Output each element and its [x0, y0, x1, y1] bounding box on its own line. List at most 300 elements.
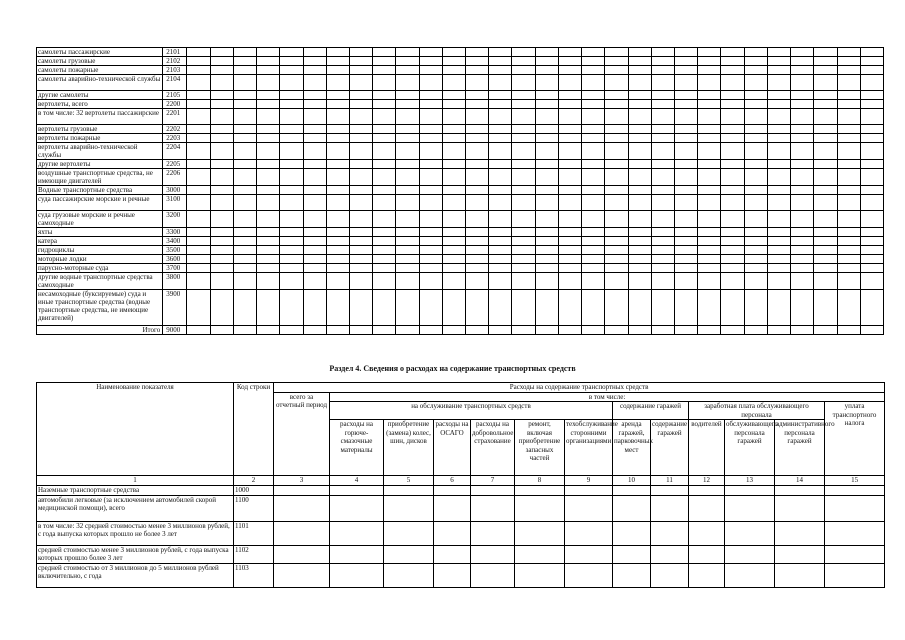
data-cell[interactable] [233, 237, 256, 246]
data-cell[interactable] [326, 255, 349, 264]
data-cell[interactable] [721, 160, 744, 169]
data-cell[interactable] [565, 486, 613, 496]
data-cell[interactable] [814, 186, 837, 195]
data-cell[interactable] [373, 125, 396, 134]
data-cell[interactable] [860, 228, 883, 237]
data-cell[interactable] [512, 160, 535, 169]
data-cell[interactable] [791, 186, 814, 195]
data-cell[interactable] [651, 91, 674, 100]
data-cell[interactable] [489, 109, 512, 125]
data-cell[interactable] [791, 326, 814, 335]
data-cell[interactable] [698, 228, 721, 237]
data-cell[interactable] [466, 237, 489, 246]
data-cell[interactable] [233, 228, 256, 237]
data-cell[interactable] [535, 211, 558, 228]
data-cell[interactable] [767, 48, 790, 57]
data-cell[interactable] [373, 255, 396, 264]
data-cell[interactable] [744, 255, 767, 264]
data-cell[interactable] [605, 134, 628, 143]
data-cell[interactable] [725, 521, 775, 545]
data-cell[interactable] [384, 495, 434, 521]
data-cell[interactable] [187, 255, 210, 264]
data-cell[interactable] [257, 143, 280, 160]
data-cell[interactable] [791, 143, 814, 160]
data-cell[interactable] [349, 143, 372, 160]
data-cell[interactable] [489, 290, 512, 326]
data-cell[interactable] [303, 143, 326, 160]
data-cell[interactable] [210, 264, 233, 273]
data-cell[interactable] [628, 211, 651, 228]
data-cell[interactable] [791, 169, 814, 186]
data-cell[interactable] [442, 143, 465, 160]
data-cell[interactable] [605, 326, 628, 335]
data-cell[interactable] [434, 563, 471, 587]
data-cell[interactable] [767, 237, 790, 246]
data-cell[interactable] [303, 211, 326, 228]
data-cell[interactable] [471, 545, 515, 563]
data-cell[interactable] [210, 228, 233, 237]
data-cell[interactable] [651, 160, 674, 169]
data-cell[interactable] [651, 169, 674, 186]
data-cell[interactable] [210, 290, 233, 326]
data-cell[interactable] [791, 134, 814, 143]
data-cell[interactable] [326, 246, 349, 255]
data-cell[interactable] [442, 91, 465, 100]
data-cell[interactable] [419, 66, 442, 75]
data-cell[interactable] [767, 91, 790, 100]
data-cell[interactable] [767, 246, 790, 255]
data-cell[interactable] [860, 326, 883, 335]
data-cell[interactable] [419, 186, 442, 195]
data-cell[interactable] [558, 237, 581, 246]
data-cell[interactable] [744, 186, 767, 195]
data-cell[interactable] [512, 246, 535, 255]
data-cell[interactable] [558, 264, 581, 273]
data-cell[interactable] [791, 237, 814, 246]
data-cell[interactable] [419, 143, 442, 160]
data-cell[interactable] [860, 48, 883, 57]
data-cell[interactable] [512, 186, 535, 195]
data-cell[interactable] [689, 563, 725, 587]
data-cell[interactable] [767, 134, 790, 143]
data-cell[interactable] [419, 169, 442, 186]
data-cell[interactable] [396, 134, 419, 143]
data-cell[interactable] [330, 486, 384, 496]
data-cell[interactable] [535, 100, 558, 109]
data-cell[interactable] [303, 91, 326, 100]
data-cell[interactable] [651, 100, 674, 109]
data-cell[interactable] [280, 186, 303, 195]
data-cell[interactable] [744, 237, 767, 246]
data-cell[interactable] [396, 143, 419, 160]
data-cell[interactable] [512, 75, 535, 91]
data-cell[interactable] [744, 75, 767, 91]
data-cell[interactable] [489, 186, 512, 195]
data-cell[interactable] [698, 246, 721, 255]
data-cell[interactable] [558, 91, 581, 100]
data-cell[interactable] [744, 169, 767, 186]
data-cell[interactable] [860, 211, 883, 228]
data-cell[interactable] [791, 66, 814, 75]
data-cell[interactable] [442, 169, 465, 186]
data-cell[interactable] [837, 57, 860, 66]
data-cell[interactable] [744, 134, 767, 143]
data-cell[interactable] [349, 290, 372, 326]
data-cell[interactable] [605, 246, 628, 255]
data-cell[interactable] [675, 237, 698, 246]
data-cell[interactable] [767, 109, 790, 125]
data-cell[interactable] [558, 246, 581, 255]
data-cell[interactable] [396, 255, 419, 264]
data-cell[interactable] [384, 486, 434, 496]
data-cell[interactable] [814, 228, 837, 237]
data-cell[interactable] [814, 195, 837, 211]
data-cell[interactable] [837, 264, 860, 273]
data-cell[interactable] [187, 91, 210, 100]
data-cell[interactable] [210, 326, 233, 335]
data-cell[interactable] [698, 91, 721, 100]
data-cell[interactable] [837, 75, 860, 91]
data-cell[interactable] [605, 109, 628, 125]
data-cell[interactable] [775, 563, 825, 587]
data-cell[interactable] [725, 545, 775, 563]
data-cell[interactable] [373, 195, 396, 211]
data-cell[interactable] [565, 545, 613, 563]
data-cell[interactable] [744, 48, 767, 57]
data-cell[interactable] [257, 290, 280, 326]
data-cell[interactable] [396, 100, 419, 109]
data-cell[interactable] [582, 134, 605, 143]
data-cell[interactable] [605, 66, 628, 75]
data-cell[interactable] [837, 134, 860, 143]
data-cell[interactable] [257, 246, 280, 255]
data-cell[interactable] [767, 186, 790, 195]
data-cell[interactable] [512, 273, 535, 290]
data-cell[interactable] [837, 246, 860, 255]
data-cell[interactable] [280, 75, 303, 91]
data-cell[interactable] [512, 134, 535, 143]
data-cell[interactable] [396, 273, 419, 290]
data-cell[interactable] [373, 228, 396, 237]
data-cell[interactable] [373, 75, 396, 91]
data-cell[interactable] [442, 109, 465, 125]
data-cell[interactable] [233, 100, 256, 109]
data-cell[interactable] [651, 228, 674, 237]
data-cell[interactable] [471, 495, 515, 521]
data-cell[interactable] [675, 125, 698, 134]
data-cell[interactable] [825, 486, 885, 496]
data-cell[interactable] [651, 143, 674, 160]
data-cell[interactable] [605, 91, 628, 100]
data-cell[interactable] [512, 66, 535, 75]
data-cell[interactable] [233, 326, 256, 335]
data-cell[interactable] [233, 264, 256, 273]
data-cell[interactable] [434, 545, 471, 563]
data-cell[interactable] [791, 228, 814, 237]
data-cell[interactable] [744, 100, 767, 109]
data-cell[interactable] [233, 57, 256, 66]
data-cell[interactable] [744, 160, 767, 169]
data-cell[interactable] [419, 134, 442, 143]
data-cell[interactable] [303, 290, 326, 326]
data-cell[interactable] [303, 100, 326, 109]
data-cell[interactable] [582, 169, 605, 186]
data-cell[interactable] [613, 563, 651, 587]
data-cell[interactable] [373, 186, 396, 195]
data-cell[interactable] [558, 75, 581, 91]
data-cell[interactable] [466, 290, 489, 326]
data-cell[interactable] [814, 211, 837, 228]
data-cell[interactable] [651, 125, 674, 134]
data-cell[interactable] [303, 48, 326, 57]
data-cell[interactable] [558, 66, 581, 75]
data-cell[interactable] [825, 495, 885, 521]
data-cell[interactable] [303, 109, 326, 125]
data-cell[interactable] [471, 563, 515, 587]
data-cell[interactable] [535, 143, 558, 160]
data-cell[interactable] [326, 109, 349, 125]
data-cell[interactable] [280, 100, 303, 109]
data-cell[interactable] [721, 48, 744, 57]
data-cell[interactable] [515, 495, 565, 521]
data-cell[interactable] [605, 143, 628, 160]
data-cell[interactable] [675, 57, 698, 66]
data-cell[interactable] [860, 109, 883, 125]
data-cell[interactable] [767, 125, 790, 134]
data-cell[interactable] [628, 66, 651, 75]
data-cell[interactable] [280, 160, 303, 169]
data-cell[interactable] [373, 160, 396, 169]
data-cell[interactable] [744, 211, 767, 228]
data-cell[interactable] [605, 211, 628, 228]
data-cell[interactable] [860, 160, 883, 169]
data-cell[interactable] [466, 186, 489, 195]
data-cell[interactable] [628, 195, 651, 211]
data-cell[interactable] [280, 48, 303, 57]
data-cell[interactable] [471, 486, 515, 496]
data-cell[interactable] [767, 75, 790, 91]
data-cell[interactable] [303, 237, 326, 246]
data-cell[interactable] [512, 255, 535, 264]
data-cell[interactable] [698, 57, 721, 66]
data-cell[interactable] [814, 246, 837, 255]
data-cell[interactable] [558, 100, 581, 109]
data-cell[interactable] [628, 48, 651, 57]
data-cell[interactable] [326, 48, 349, 57]
data-cell[interactable] [349, 57, 372, 66]
data-cell[interactable] [349, 134, 372, 143]
data-cell[interactable] [274, 495, 330, 521]
data-cell[interactable] [280, 66, 303, 75]
data-cell[interactable] [689, 521, 725, 545]
data-cell[interactable] [791, 100, 814, 109]
data-cell[interactable] [349, 109, 372, 125]
data-cell[interactable] [860, 75, 883, 91]
data-cell[interactable] [442, 228, 465, 237]
data-cell[interactable] [558, 290, 581, 326]
data-cell[interactable] [384, 545, 434, 563]
data-cell[interactable] [767, 255, 790, 264]
data-cell[interactable] [303, 195, 326, 211]
data-cell[interactable] [860, 237, 883, 246]
data-cell[interactable] [274, 486, 330, 496]
data-cell[interactable] [825, 545, 885, 563]
data-cell[interactable] [187, 143, 210, 160]
data-cell[interactable] [582, 273, 605, 290]
data-cell[interactable] [466, 228, 489, 237]
data-cell[interactable] [349, 246, 372, 255]
data-cell[interactable] [442, 100, 465, 109]
data-cell[interactable] [442, 255, 465, 264]
data-cell[interactable] [837, 273, 860, 290]
data-cell[interactable] [512, 290, 535, 326]
data-cell[interactable] [791, 264, 814, 273]
data-cell[interactable] [396, 57, 419, 66]
data-cell[interactable] [744, 228, 767, 237]
data-cell[interactable] [187, 228, 210, 237]
data-cell[interactable] [582, 48, 605, 57]
data-cell[interactable] [233, 290, 256, 326]
data-cell[interactable] [767, 264, 790, 273]
data-cell[interactable] [698, 125, 721, 134]
data-cell[interactable] [280, 195, 303, 211]
data-cell[interactable] [326, 228, 349, 237]
data-cell[interactable] [582, 290, 605, 326]
data-cell[interactable] [489, 195, 512, 211]
data-cell[interactable] [326, 237, 349, 246]
data-cell[interactable] [512, 195, 535, 211]
data-cell[interactable] [558, 125, 581, 134]
data-cell[interactable] [698, 109, 721, 125]
data-cell[interactable] [280, 228, 303, 237]
data-cell[interactable] [349, 160, 372, 169]
data-cell[interactable] [396, 66, 419, 75]
data-cell[interactable] [210, 169, 233, 186]
data-cell[interactable] [535, 264, 558, 273]
data-cell[interactable] [582, 57, 605, 66]
data-cell[interactable] [814, 237, 837, 246]
data-cell[interactable] [698, 273, 721, 290]
data-cell[interactable] [233, 48, 256, 57]
data-cell[interactable] [489, 143, 512, 160]
data-cell[interactable] [721, 290, 744, 326]
data-cell[interactable] [326, 195, 349, 211]
data-cell[interactable] [860, 125, 883, 134]
data-cell[interactable] [303, 66, 326, 75]
data-cell[interactable] [442, 195, 465, 211]
data-cell[interactable] [628, 273, 651, 290]
data-cell[interactable] [837, 255, 860, 264]
data-cell[interactable] [837, 143, 860, 160]
data-cell[interactable] [349, 255, 372, 264]
data-cell[interactable] [565, 563, 613, 587]
data-cell[interactable] [210, 109, 233, 125]
data-cell[interactable] [791, 160, 814, 169]
data-cell[interactable] [689, 545, 725, 563]
data-cell[interactable] [326, 211, 349, 228]
data-cell[interactable] [489, 160, 512, 169]
data-cell[interactable] [257, 255, 280, 264]
data-cell[interactable] [349, 100, 372, 109]
data-cell[interactable] [721, 246, 744, 255]
data-cell[interactable] [187, 125, 210, 134]
data-cell[interactable] [442, 211, 465, 228]
data-cell[interactable] [274, 563, 330, 587]
data-cell[interactable] [767, 211, 790, 228]
data-cell[interactable] [373, 100, 396, 109]
data-cell[interactable] [721, 134, 744, 143]
data-cell[interactable] [280, 143, 303, 160]
data-cell[interactable] [326, 160, 349, 169]
data-cell[interactable] [744, 264, 767, 273]
data-cell[interactable] [837, 186, 860, 195]
data-cell[interactable] [373, 264, 396, 273]
data-cell[interactable] [675, 264, 698, 273]
data-cell[interactable] [651, 134, 674, 143]
data-cell[interactable] [210, 48, 233, 57]
data-cell[interactable] [303, 186, 326, 195]
data-cell[interactable] [825, 563, 885, 587]
data-cell[interactable] [675, 143, 698, 160]
data-cell[interactable] [512, 326, 535, 335]
data-cell[interactable] [814, 66, 837, 75]
data-cell[interactable] [814, 290, 837, 326]
data-cell[interactable] [791, 91, 814, 100]
data-cell[interactable] [558, 169, 581, 186]
data-cell[interactable] [326, 66, 349, 75]
data-cell[interactable] [442, 326, 465, 335]
data-cell[interactable] [349, 91, 372, 100]
data-cell[interactable] [535, 66, 558, 75]
data-cell[interactable] [837, 228, 860, 237]
data-cell[interactable] [419, 57, 442, 66]
data-cell[interactable] [651, 66, 674, 75]
data-cell[interactable] [721, 66, 744, 75]
data-cell[interactable] [512, 100, 535, 109]
data-cell[interactable] [233, 186, 256, 195]
data-cell[interactable] [721, 143, 744, 160]
data-cell[interactable] [373, 273, 396, 290]
data-cell[interactable] [651, 273, 674, 290]
data-cell[interactable] [721, 195, 744, 211]
data-cell[interactable] [210, 91, 233, 100]
data-cell[interactable] [860, 195, 883, 211]
data-cell[interactable] [280, 290, 303, 326]
data-cell[interactable] [582, 160, 605, 169]
data-cell[interactable] [210, 75, 233, 91]
data-cell[interactable] [582, 255, 605, 264]
data-cell[interactable] [558, 160, 581, 169]
data-cell[interactable] [698, 100, 721, 109]
data-cell[interactable] [675, 273, 698, 290]
data-cell[interactable] [535, 75, 558, 91]
data-cell[interactable] [582, 211, 605, 228]
data-cell[interactable] [434, 495, 471, 521]
data-cell[interactable] [466, 109, 489, 125]
data-cell[interactable] [613, 521, 651, 545]
data-cell[interactable] [698, 264, 721, 273]
data-cell[interactable] [791, 255, 814, 264]
data-cell[interactable] [303, 169, 326, 186]
data-cell[interactable] [210, 66, 233, 75]
data-cell[interactable] [628, 186, 651, 195]
data-cell[interactable] [744, 143, 767, 160]
data-cell[interactable] [814, 75, 837, 91]
data-cell[interactable] [814, 134, 837, 143]
data-cell[interactable] [775, 545, 825, 563]
data-cell[interactable] [280, 125, 303, 134]
data-cell[interactable] [489, 100, 512, 109]
